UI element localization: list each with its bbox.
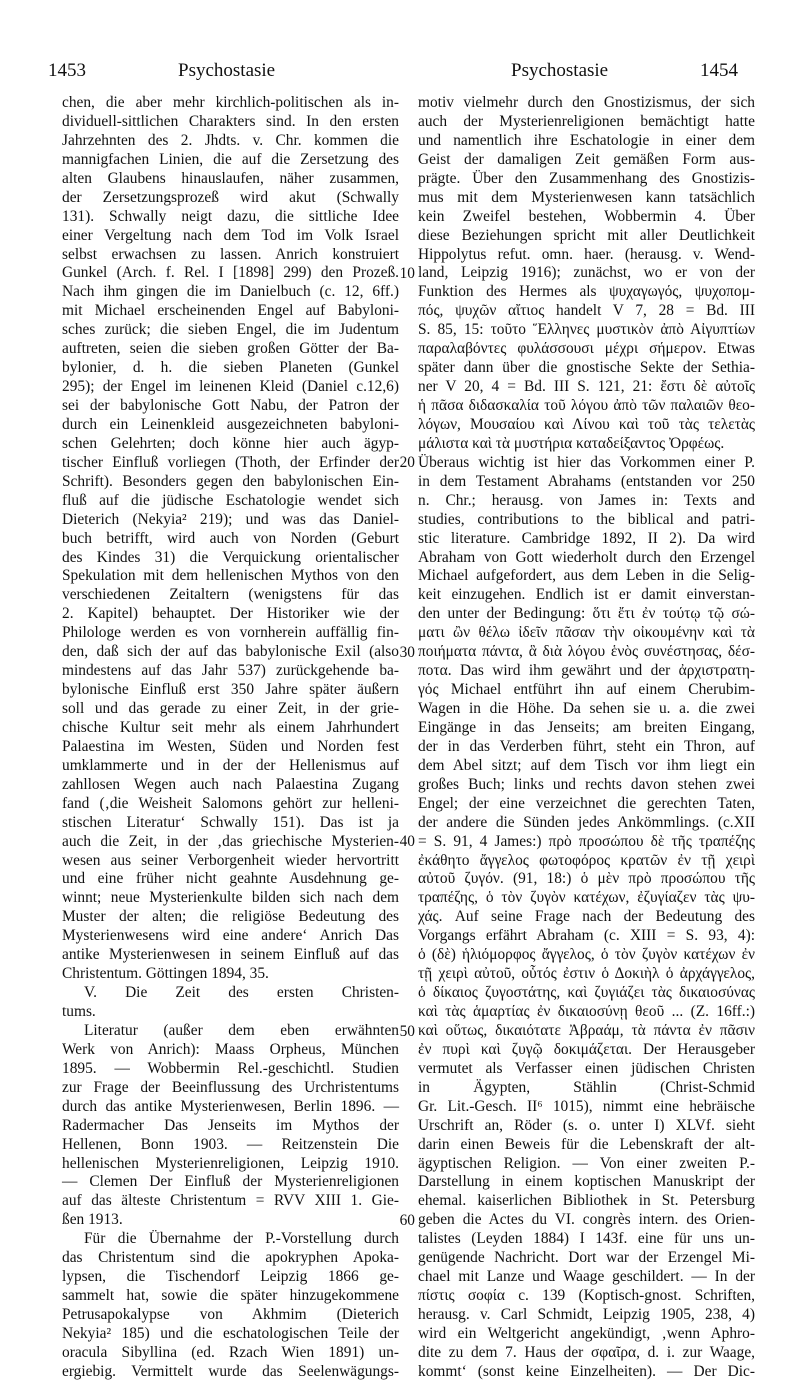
text-line: ἐν πυρὶ καὶ ζυγῷ δοκιμάζεται. Der Herausgeber <box>418 1040 755 1058</box>
text-line: παραλαβόντες φυλάσσουσι μέχρι σήμερον. Etwas <box>418 340 755 358</box>
text-line: land, Leipzig 1916); zunächst, wo er von der <box>418 264 755 282</box>
text-line: Überaus wichtig ist hier das Vorkommen einer P. <box>418 453 755 471</box>
text-line: Nekyia² 185) und die eschatologischen Teile der <box>62 1324 399 1342</box>
text-line: Für die Übernahme der P.-Vorstellung durch <box>84 1230 399 1248</box>
text-line: später dann über die gnostische Sekte der Sethia- <box>418 359 755 377</box>
text-line: auftreten, seien die sieben großen Götter der Ba- <box>62 340 399 358</box>
text-line: schen Gelehrten; doch könne hier auch ägyp- <box>62 434 399 452</box>
text-line: Christentum. Göttingen 1894, 35. <box>62 965 269 983</box>
text-line: kommt‘ (sonst keine Einzelheiten). — Der Dic- <box>418 1362 755 1380</box>
left-text-column <box>62 94 399 1382</box>
text-line: Muster der alten; die religiöse Bedeutung des <box>62 908 399 926</box>
text-line: auch die Zeit, in der ‚das griechische Mysterien- <box>62 832 399 850</box>
text-line: wesen aus seiner Verborgenheit wieder hervortritt <box>62 851 399 869</box>
text-line: Jahrzehnten des 2. Jhdts. v. Chr. kommen die <box>62 131 399 149</box>
text-line: ἡ πᾶσα διδασκαλία τοῦ λόγου ἀπὸ τῶν παλαιῶν θεο- <box>418 397 755 414</box>
line-number: 40 <box>399 833 415 851</box>
text-line: καὶ οὕτως, δικαιότατε Ἀβραάμ, τὰ πάντα ἐν πᾶσιν <box>418 1021 755 1039</box>
line-number: 60 <box>399 1212 415 1230</box>
text-line: den, daß sich der auf das babylonische Exil (also <box>62 643 399 661</box>
text-line: Hippolytus refut. omn. haer. (herausg. v. Wend- <box>418 245 755 263</box>
text-line: Darstellung in einem koptischen Manuskript der <box>418 1173 755 1191</box>
text-line: Palaestina im Westen, Süden und Norden fest <box>62 737 399 755</box>
text-line: großes Buch; links und rechts davon stehen zwei <box>418 775 755 793</box>
text-line: winnt; neue Mysterienkulte bilden sich nach dem <box>62 889 399 907</box>
text-line: oracula Sibyllina (ed. Rzach Wien 1891) un- <box>62 1343 399 1361</box>
text-line: καὶ τὰς ἁμαρτίας ἐν δικαιοσύνῃ θεοῦ ... (Z. 16ff.:) <box>418 1003 755 1020</box>
text-line: Dieterich (Nekyia² 219); und was das Daniel- <box>62 510 399 528</box>
text-line: Spekulation mit dem hellenischen Mythos von den <box>62 567 399 585</box>
text-line: Radermacher Das Jenseits im Mythos der <box>62 1116 399 1134</box>
text-line: — Clemen Der Einfluß der Mysterienreligionen <box>62 1173 399 1191</box>
text-line: prägte. Über den Zusammenhang des Gnostizis- <box>418 169 755 187</box>
text-line: fluß auf die jüdische Eschatologie wendet sich <box>62 491 399 509</box>
text-line: lypsen, die Tischendorf Leipzig 1866 ge- <box>62 1268 399 1286</box>
text-line: das Christentum sind die apokryphen Apoka- <box>62 1249 399 1267</box>
text-line: hellenischen Mysterienreligionen, Leipzig 1910. <box>62 1154 399 1172</box>
text-line: tums. <box>62 1003 96 1020</box>
text-line: antike Mysterienwesen in seinem Einfluß auf das <box>62 946 399 964</box>
text-line: τραπέζης, ὁ τὸν ζυγὸν κατέχων, ἐζυγίαζεν τὰς ψυ- <box>418 889 755 907</box>
text-line: mannigfachen Linien, die auf die Zersetzung des <box>62 150 399 168</box>
text-line: den unter der Bedingung: ὅτι ἔτι ἐν τούτῳ τῷ σώ- <box>418 605 755 623</box>
text-line: sammelt hat, sowie die später hinzugekommene <box>62 1287 399 1305</box>
text-line: ὁ δίκαιος ζυγοστάτης, καὶ ζυγιάζει τὰς δικαιοσύνας <box>418 984 755 1002</box>
text-line: bylonische Einfluß erst 350 Jahre später äußern <box>62 681 399 699</box>
text-line: der andere die Sünden jedes Ankömmlings. (c.XII <box>418 813 755 831</box>
line-number: 50 <box>399 1022 415 1040</box>
line-number: 30 <box>399 643 415 661</box>
text-line: λόγων, Μουσαίου καὶ Λίνου καὶ τοῦ τὰς τελετὰς <box>418 415 755 433</box>
text-line: Literatur (außer dem eben erwähnten <box>84 1021 399 1039</box>
text-line: Gr. Lit.-Gesch. II⁶ 1015), nimmt eine hebräische <box>418 1097 755 1115</box>
text-line: 295); der Engel im leinenen Kleid (Daniel c.12,6) <box>62 378 399 396</box>
text-line: der Zersetzungsprozeß wird akut (Schwally <box>62 188 399 206</box>
text-line: S. 85, 15: τοῦτο Ἕλληνες μυστικὸν ἀπὸ Αἰγυπτίων <box>418 321 755 339</box>
text-line: der in das Verderben führt, steht ein Thron, auf <box>418 737 755 755</box>
text-line: sei der babylonische Gott Nabu, der Patron der <box>62 397 399 414</box>
text-line: talistes (Leyden 1884) I 143f. eine für uns un- <box>418 1230 755 1248</box>
text-line: ματι ὢν θέλω ἰδεῖν πᾶσαν τὴν οἰκουμένην καὶ τὰ <box>418 624 755 642</box>
text-line: chische Kultur seit mehr als einem Jahrhundert <box>62 718 399 736</box>
text-line: tischer Einfluß vorliegen (Thoth, der Erfinder der <box>62 453 399 471</box>
text-line: durch ein Leinenkleid ausgezeichneten babyloni- <box>62 415 399 433</box>
text-line: soll und das gerade zu einer Zeit, in der grie- <box>62 700 399 717</box>
text-line: darin einen Beweis für die Lebenskraft der alt- <box>418 1135 755 1153</box>
text-line: alten Glaubens hinauslaufen, näher zusammen, <box>62 169 399 187</box>
text-line: μάλιστα καὶ τὰ μυστήρια καταδείξαντος Ὀρφέως. <box>418 434 725 452</box>
text-line: chael mit Lanze und Waage geschildert. — In der <box>418 1268 755 1286</box>
text-line: ποιήματα πάντα, ἃ διὰ λόγου ἑνὸς συνέστησας, δέσ- <box>418 643 755 661</box>
text-line: ἐκάθητο ἄγγελος φωτοφόρος κρατῶν ἐν τῇ χειρὶ <box>418 851 755 869</box>
text-line: Wagen in die Höhe. Da sehen sie u. a. die zwei <box>418 700 755 717</box>
text-line: bylonier, d. h. die sieben Planeten (Gunkel <box>62 359 399 377</box>
text-line: diese Beziehungen spricht mit aller Deutlichkeit <box>418 226 755 244</box>
text-line: mus mit dem Mysterienwesen kann tatsächlich <box>418 188 755 206</box>
text-line: mit Michael erscheinenden Engel auf Babyloni- <box>62 302 399 320</box>
text-line: Gunkel (Arch. f. Rel. I [1898] 299) den Prozeß. <box>62 264 399 282</box>
text-line: n. Chr.; herausg. von James in: Texts and <box>418 491 755 509</box>
text-line: buch betrifft, wird auch von Norden (Geburt <box>62 529 399 547</box>
text-line: motiv vielmehr durch den Gnostizismus, der sich <box>418 94 755 111</box>
text-line: Petrusapokalypse von Akhmim (Dieterich <box>62 1306 399 1323</box>
text-line: Geist der damaligen Zeit gemäßen Form aus- <box>418 150 755 168</box>
text-line: V. Die Zeit des ersten Christen- <box>84 984 399 1002</box>
text-line: Werk von Anrich): Maass Orpheus, München <box>62 1040 399 1058</box>
text-line: Hellenen, Bonn 1903. — Reitzenstein Die <box>62 1135 399 1153</box>
right-running-title: Psychostasie <box>511 60 609 81</box>
text-line: Vorgangs erfährt Abraham (c. XIII = S. 93, 4): <box>418 927 755 945</box>
text-line: 2. Kapitel) behauptet. Der Historiker wie der <box>62 605 399 623</box>
text-line: herausg. v. Carl Schmidt, Leipzig 1905, 238, 4) <box>418 1306 755 1323</box>
text-line: stic literature. Cambridge 1892, II 2). Da wird <box>418 529 755 547</box>
text-line: Schrift). Besonders gegen den babylonischen Ein- <box>62 472 399 490</box>
text-line: keit einzugehen. Endlich ist er damit einverstan- <box>418 586 755 604</box>
text-line: durch das antike Mysterienwesen, Berlin 1896. — <box>62 1097 399 1115</box>
text-line: verschiedenen Zeitaltern (wenigstens für das <box>62 586 399 604</box>
text-line: genügende Nachricht. Dort war der Erzengel Mi- <box>418 1249 755 1267</box>
text-line: wird ein Weltgericht angekündigt, ‚wenn Aphro- <box>418 1324 755 1342</box>
text-line: Philologe werden es von vornherein auffällig fin- <box>62 624 399 642</box>
text-line: und namentlich ihre Eschatologie in einer dem <box>418 131 755 149</box>
text-line: mindestens auf das Jahr 537) zurückgehende ba- <box>62 662 399 680</box>
text-line: Nach ihm gingen die im Danielbuch (c. 12, 6ff.) <box>62 283 399 301</box>
text-line: einer Vergeltung nach dem Tod im Volk Israel <box>62 226 399 244</box>
text-line: geben die Actes du VI. congrès intern. des Orien- <box>418 1211 755 1229</box>
text-line: sches zurück; die sieben Engel, die im Judentum <box>62 321 399 339</box>
text-line: auf das älteste Christentum = RVV XIII 1. Gie- <box>62 1192 399 1210</box>
text-line: fand (‚die Weisheit Salomons gehört zur helleni- <box>62 794 399 812</box>
text-line: dividuell-sittlichen Charakters sind. In den ersten <box>62 112 399 130</box>
text-line: ner V 20, 4 = Bd. III S. 121, 21: ἔστι δὲ αὐτοῖς <box>418 378 755 396</box>
text-line: 131). Schwally neigt dazu, die sittliche Idee <box>62 207 399 225</box>
text-line: selbst erwachsen zu lassen. Anrich konstruiert <box>62 245 399 263</box>
text-line: Funktion des Hermes als ψυχαγωγός, ψυχοπομ- <box>418 283 755 301</box>
text-line: πός, ψυχῶν αἴτιος handelt V 7, 28 = Bd. III <box>418 302 755 320</box>
text-line: studies, contributions to the biblical and patri- <box>418 510 755 528</box>
text-line: Michael aufgefordert, aus dem Leben in die Selig- <box>418 567 755 585</box>
text-line: Engel; der eine verzeichnet die gerechten Taten, <box>418 794 755 812</box>
text-line: 1895. — Wobbermin Rel.-geschichtl. Studien <box>62 1059 399 1077</box>
line-number: 10 <box>399 264 415 282</box>
text-line: ποτα. Das wird ihm gewährt und der ἀρχιστρατη- <box>418 662 755 680</box>
text-line: ergiebig. Vermittelt wurde das Seelenwägungs- <box>62 1362 399 1380</box>
line-number: 20 <box>399 454 415 472</box>
text-line: πίστις σοφία c. 139 (Koptisch-gnost. Schriften, <box>418 1287 755 1305</box>
text-line: αὐτοῦ ζυγόν. (91, 18:) ὁ μὲν πρὸ προσώπου τῆς <box>418 870 755 888</box>
left-page-number: 1453 <box>48 60 86 81</box>
right-text-column <box>418 94 755 1382</box>
text-line: in Ägypten, Stählin (Christ-Schmid <box>418 1078 755 1096</box>
text-line: umklammerte und in der der Hellenismus auf <box>62 756 399 774</box>
text-line: Mysterienwesens wird eine andere‘ Anrich Das <box>62 927 399 945</box>
text-line: τῇ χειρὶ αὐτοῦ, οὗτός ἐστιν ὁ Δοκιὴλ ὁ ἀρχάγγελος, <box>418 965 755 983</box>
page-header <box>48 60 748 88</box>
text-line: zur Frage der Beeinflussung des Urchristentums <box>62 1078 399 1096</box>
text-line: und eine früher nicht geahnte Ausdehnung ge- <box>62 870 399 888</box>
text-line: ehemal. kaiserlichen Bibliothek in St. Petersburg <box>418 1192 755 1210</box>
text-line: dem Abel sitzt; auf dem Tisch vor ihm liegt ein <box>418 756 755 774</box>
text-line: chen, die aber mehr kirchlich-politischen als in- <box>62 94 399 111</box>
right-page-number: 1454 <box>700 60 738 81</box>
text-line: Urschrift an, Röder (s. o. unter I) XLVf. sieht <box>418 1116 755 1134</box>
text-line: ägyptischen Religion. — Von einer zweiten P.- <box>418 1154 755 1172</box>
text-line: = S. 91, 4 James:) πρὸ προσώπου δὲ τῆς τραπέζης <box>418 832 755 850</box>
text-line: dite zu dem 7. Haus der σφαῖρα, d. i. zur Waage, <box>418 1343 755 1361</box>
text-line: in dem Testament Abrahams (entstanden vor 250 <box>418 472 755 490</box>
text-line: vermutet als Verfasser einen jüdischen Christen <box>418 1059 755 1077</box>
left-running-title: Psychostasie <box>178 60 276 81</box>
text-line: zahllosen Wegen auch nach Palaestina Zugang <box>62 775 399 793</box>
text-line: Eingänge in das Jenseits; am breiten Eingang, <box>418 718 755 736</box>
text-line: auch der Mysterienreligionen bemächtigt hatte <box>418 112 755 130</box>
text-line: ßen 1913. <box>62 1211 123 1229</box>
text-line: ὁ (δὲ) ἡλιόμορφος ἄγγελος, ὁ τὸν ζυγὸν κατέχων ἐν <box>418 946 755 964</box>
text-line: Abraham von Gott wiederholt durch den Erzengel <box>418 548 755 566</box>
text-line: stischen Literatur‘ Schwally 151). Das ist ja <box>62 813 399 831</box>
text-line: kein Zweifel bestehen, Wobbermin 4. Über <box>418 207 755 225</box>
text-line: des Kindes 31) die Verquickung orientalischer <box>62 548 399 566</box>
text-line: γός Michael entführt ihn auf einem Cherubim- <box>418 681 755 699</box>
text-line: χάς. Auf seine Frage nach der Bedeutung des <box>418 908 755 926</box>
